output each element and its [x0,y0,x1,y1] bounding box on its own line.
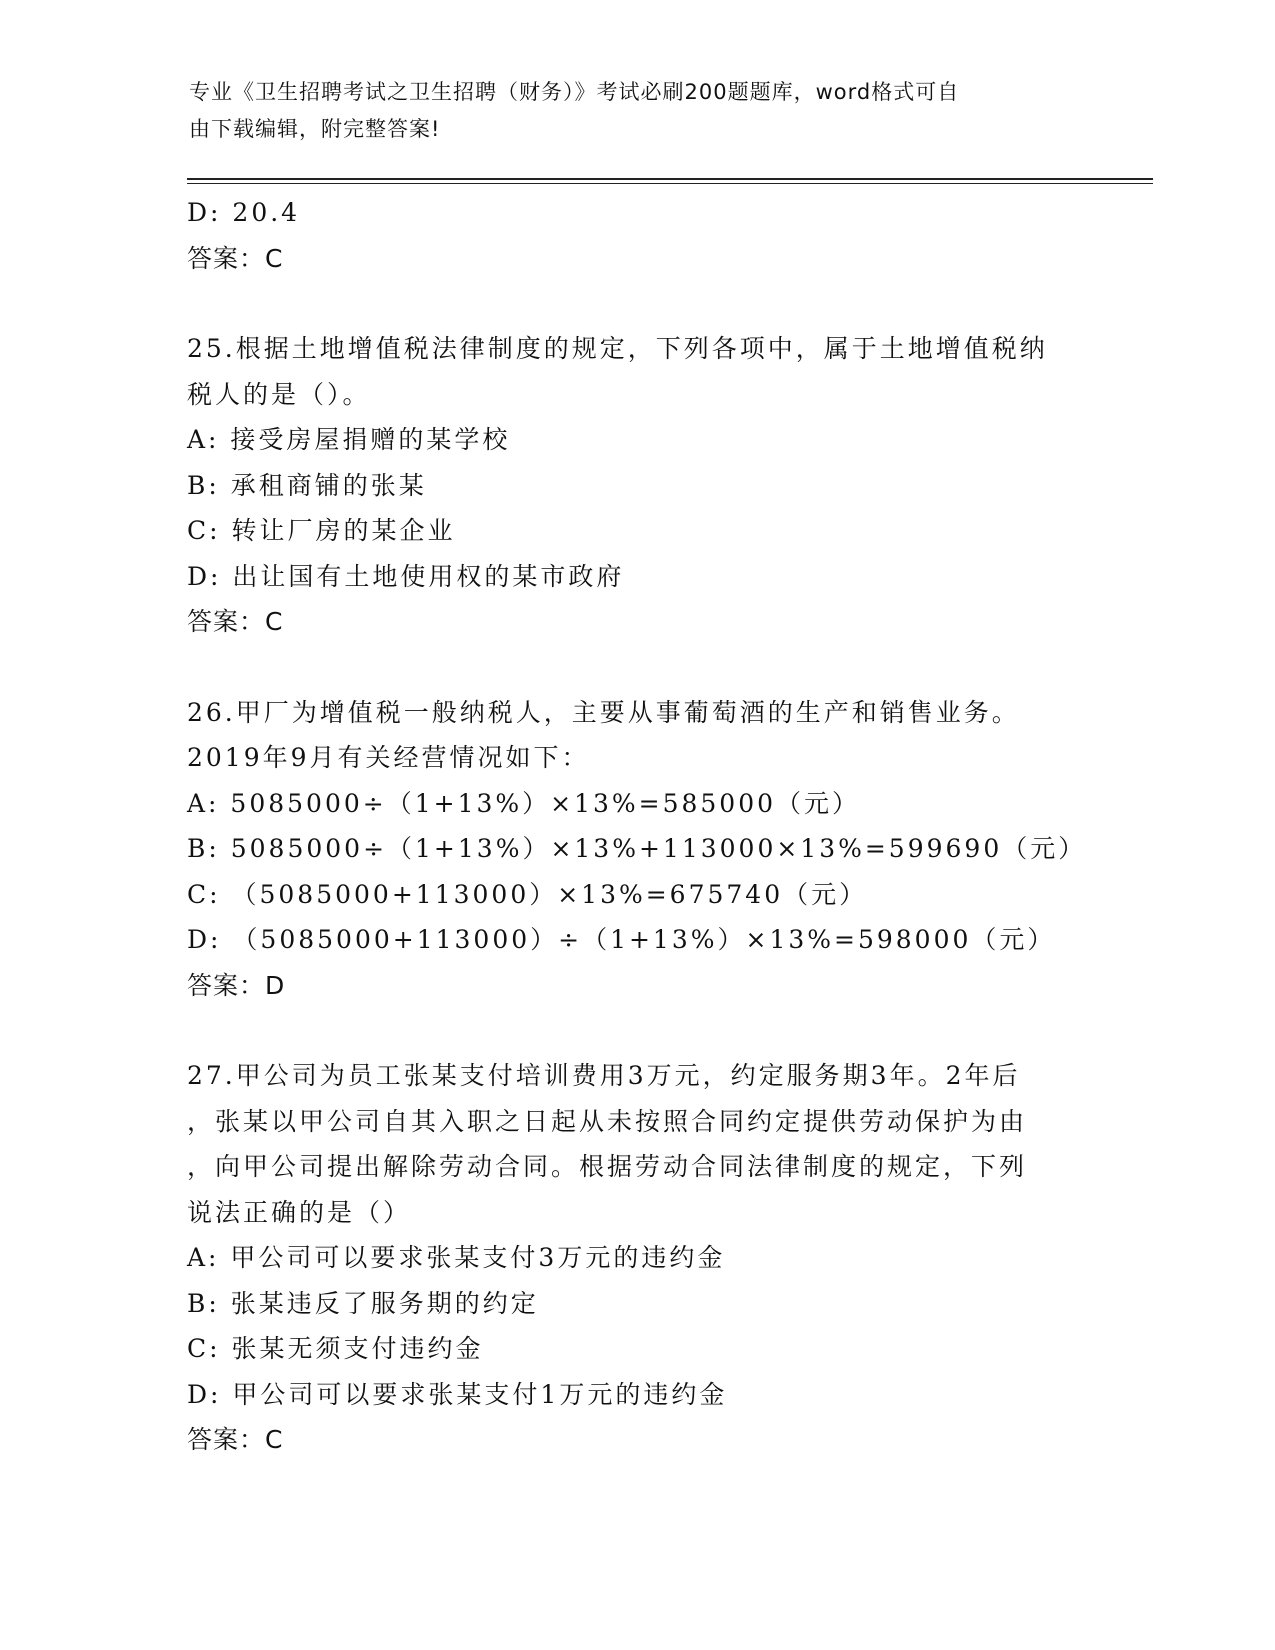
header-line-1: 专业《卫生招聘考试之卫生招聘（财务）》考试必刷200题题库，word格式可自 [189,80,960,104]
option-d: D: （5085000+113000）÷（1+13%）×13%=598000（元） [187,925,1056,954]
option-a: A: 5085000÷（1+13%）×13%=585000（元） [187,788,861,818]
option-b: B: 5085000÷（1+13%）×13%+113000×13%=599690（元） [187,834,1087,863]
question-stem: 税人的是（）。 [187,379,371,409]
option-b: B: 张某违反了服务期的约定 [187,1288,539,1318]
option-a: A: 甲公司可以要求张某支付3万元的违约金 [187,1243,726,1272]
question-25 [187,326,1087,645]
question-stem: 27.甲公司为员工张某支付培训费用3万元，约定服务期3年。2年后 [187,1061,1021,1090]
option-d: D: 甲公司可以要求张某支付1万元的违约金 [187,1379,728,1409]
answer: 答案：C [187,1425,284,1454]
answer: 答案：C [187,243,284,273]
question-27 [187,1053,1087,1463]
header-line-2: 由下载编辑，附完整答案! [189,117,441,141]
option-c: C: （5085000+113000）×13%=675740（元） [187,879,868,909]
question-stem: 说法正确的是（） [187,1197,412,1227]
question-24-tail [187,190,1087,281]
answer: 答案：D [187,970,286,1000]
option-d: D: 出让国有土地使用权的某市政府 [187,561,625,591]
question-list [187,190,1087,1463]
answer: 答案：C [187,607,284,636]
question-stem: ，张某以甲公司自其入职之日起从未按照合同约定提供劳动保护为由 [187,1106,1028,1136]
question-stem: ，向甲公司提出解除劳动合同。根据劳动合同法律制度的规定，下列 [187,1152,1028,1181]
question-stem: 2019年9月有关经营情况如下： [187,743,590,772]
option-b: B: 承租商铺的张某 [187,470,427,500]
document-header [189,74,1069,148]
question-stem: 25.根据土地增值税法律制度的规定，下列各项中，属于土地增值税纳 [187,334,1048,363]
question-26 [187,690,1087,1009]
header-divider-thick [187,178,1153,180]
option-d: D: 20.4 [187,198,301,227]
header-divider-thin [187,183,1153,184]
option-c: C: 张某无须支付违约金 [187,1334,484,1363]
option-a: A: 接受房屋捐赠的某学校 [187,425,511,454]
option-c: C: 转让厂房的某企业 [187,516,456,545]
question-stem: 26.甲厂为增值税一般纳税人，主要从事葡萄酒的生产和销售业务。 [187,697,1020,727]
